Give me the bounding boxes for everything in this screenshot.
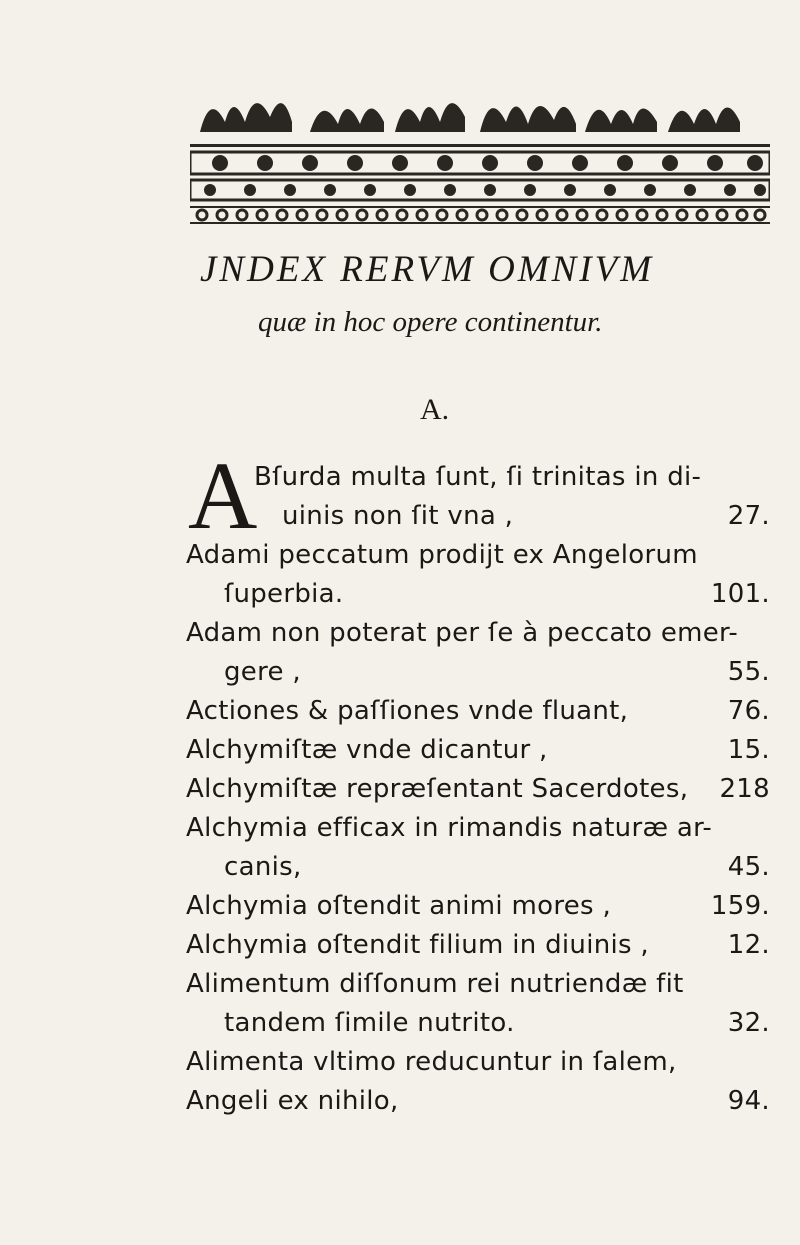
entry-text: Alchymia oſtendit animi mores , <box>186 891 612 921</box>
entry-page-number: 218 <box>719 774 770 804</box>
index-entry <box>186 540 770 579</box>
entry-text: Adam non poterat per ſe à peccato emer- <box>186 618 739 648</box>
index-entry <box>186 1047 770 1086</box>
index-title: JNDEX RERVM OMNIVM <box>200 249 655 290</box>
index-entry <box>186 891 770 930</box>
index-entry <box>186 735 770 774</box>
section-letter: A. <box>420 393 450 426</box>
index-entry <box>186 930 770 969</box>
drop-cap: A <box>188 442 258 549</box>
ornament-crest-row <box>200 103 740 132</box>
index-entry <box>186 813 770 852</box>
entry-page-number: 55. <box>727 657 770 687</box>
ornamental-headpiece <box>190 72 770 232</box>
entry-text: Alimenta vltimo reducuntur in ſalem, <box>186 1047 677 1077</box>
entry-text: Bſurda multa ſunt, ſi trinitas in di- <box>254 462 702 492</box>
index-entry <box>186 969 770 1008</box>
index-entry-continued <box>186 852 770 891</box>
entry-page-number: 94. <box>727 1086 770 1116</box>
ornament-swirl-row-1 <box>190 144 770 174</box>
ornament-swirl-row-2 <box>190 180 770 200</box>
ornament-bead-row <box>190 206 770 224</box>
entry-page-number: 101. <box>710 579 770 609</box>
entry-text: Alchymiſtæ vnde dicantur , <box>186 735 548 765</box>
index-subtitle: quæ in hoc opere continentur. <box>258 306 603 338</box>
index-entries <box>186 462 770 1125</box>
entry-text-continued: canis, <box>224 852 302 882</box>
entry-page-number: 12. <box>727 930 770 960</box>
index-entry <box>186 696 770 735</box>
index-entry <box>186 618 770 657</box>
index-entry-continued <box>186 501 770 540</box>
entry-page-number: 32. <box>727 1008 770 1038</box>
entry-text: Alimentum diſſonum rei nutriendæ fit <box>186 969 684 999</box>
index-entry-continued <box>186 1008 770 1047</box>
entry-page-number: 159. <box>710 891 770 921</box>
entry-text-continued: ſuperbia. <box>224 579 344 609</box>
index-entry-continued <box>186 657 770 696</box>
entry-text-continued: uinis non ſit vna , <box>282 501 514 531</box>
entry-text-continued: tandem ſimile nutrito. <box>224 1008 515 1038</box>
entry-page-number: 27. <box>727 501 770 531</box>
entry-page-number: 15. <box>727 735 770 765</box>
index-entry <box>186 774 770 813</box>
entry-page-number: 45. <box>727 852 770 882</box>
index-entry-continued <box>186 579 770 618</box>
entry-text: Alchymiſtæ repræſentant Sacerdotes, <box>186 774 689 804</box>
entry-text: Alchymia efficax in rimandis naturæ ar- <box>186 813 713 843</box>
entry-text-continued: gere , <box>224 657 301 687</box>
entry-page-number: 76. <box>727 696 770 726</box>
entry-text: Angeli ex nihilo, <box>186 1086 399 1116</box>
index-entry <box>186 1086 770 1125</box>
entry-text: Actiones & paſſiones vnde fluant, <box>186 696 629 726</box>
index-entry <box>186 462 770 501</box>
entry-text: Adami peccatum prodijt ex Angelorum <box>186 540 698 570</box>
entry-text: Alchymia oſtendit filium in diuinis , <box>186 930 650 960</box>
